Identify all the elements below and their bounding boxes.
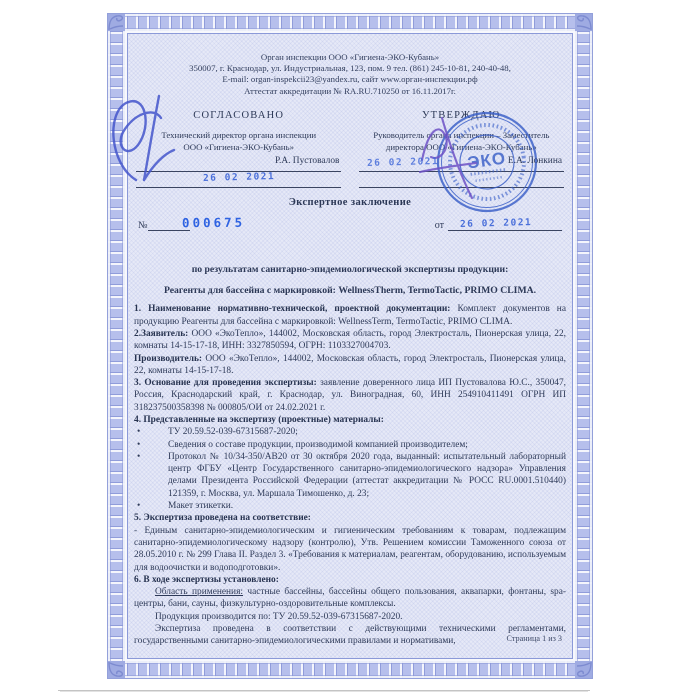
border-band-bottom <box>125 661 575 678</box>
document-paragraph: Производитель: ООО «ЭкоТепло», 144002, Московская область, город Электросталь, Пионерская улица, 22, комнаты 14-15-17-18. <box>134 353 566 376</box>
approved-empty-line <box>359 172 564 188</box>
org-header-line: Аттестат аккредитации № RA.RU.710250 от 16.11.2017г. <box>244 85 456 96</box>
certificate-page <box>108 14 592 678</box>
product-description-line: Реагенты для бассейна с маркировкой: WellnessTherm, TermoTactic, PRIMO CLIMA. <box>163 285 537 297</box>
paragraph-bold-lead: 4. Представленные на экспертизу (проектные) материалы: <box>134 414 384 425</box>
agreed-signature-line <box>136 156 341 172</box>
approved-signer-name: Е.А. Лонкина <box>507 156 562 167</box>
agreed-title: СОГЛАСОВАНО <box>193 109 285 121</box>
border-corner-ornament <box>575 14 592 31</box>
org-header-line: 350007, г. Краснодар, ул. Индустриальная, 123, пом. 9 тел. (861) 245-10-81, 240-40-48, <box>189 63 511 74</box>
document-paragraph: • Сведения о составе продукции, производимой компанией производителем; <box>137 439 468 450</box>
date-underline <box>448 218 544 231</box>
bullet-marker: • <box>137 501 141 512</box>
approver-role-line: ООО «Гигиена-ЭКО-Кубань» <box>183 141 295 152</box>
document-paragraph: • Протокол № 10/34-350/АВ20 от 30 октября 2020 года, выданный: испытательный лабораторный центр ФГБУ «Центр Государственного санитарно-эпидемиологического надзора» Управления делами Президента Российской Федерации (аттестат аккредитации № РОСС RU.0001.510440) 121359, г. Москва, ул. Маршала Тимошенко, д. 23; <box>137 451 566 499</box>
document-paragraph <box>134 512 566 524</box>
document-paragraph: - Единым санитарно-эпидемиологическим и гигиеническим требованиям к товарам, подлежащим санитарно-эпидемиологическому надзору (контролю), Утв. Решением комиссии Таможенного союза от 28.05.2010 г. № 299 Глава II. Раздел 3. «Требования к материалам, реагентам, оборудованию, используемым для водоочистки и водоподготовки». <box>134 525 566 573</box>
document-paragraph: • Макет этикетки. <box>137 501 234 512</box>
document-paragraph: Область применения: частные бассейны, бассейны общего пользования, аквапарки, фонтаны, spa-центры, бани, сауны, физкультурно-оздоровительные комплексы. <box>134 587 567 610</box>
number-label: № <box>138 220 148 232</box>
expertise-body-text <box>134 303 566 647</box>
border-band-right <box>575 31 592 661</box>
border-corner-ornament <box>108 14 125 31</box>
border-band-top <box>125 14 575 31</box>
underlined-term: Область применения: <box>155 587 243 598</box>
agreed-role <box>136 130 341 153</box>
paragraph-bold-lead: 1. Наименование нормативно-технической, проектной документации: <box>134 304 458 315</box>
document-paragraph: 3. Основание для проведения экспертизы: заявление доверенного лица ИП Пустовалова Ю.С., 350047, Россия, Краснодарский край, г. Краснодар, ул. Виноградная, 60, ИНН 254910411491 ОГРН ИП 318237500358398 № 000805/ОИ от 24.02.2021 г. <box>134 378 566 413</box>
paragraph-bold-lead: 5. Экспертиза проведена на соответствие: <box>134 513 311 524</box>
agreed-date-line <box>136 172 341 188</box>
approval-block-approved <box>359 110 564 189</box>
date-label: от <box>434 220 444 232</box>
approved-date-stamp: 26 02 2021 <box>366 156 439 170</box>
document-paragraph: 1. Наименование нормативно-технической, проектной документации: Комплект документов на продукцию Реагенты для бассейна с маркировкой: WellnessTerm, TermoTactic, PRIMO CLIMA. <box>134 304 566 327</box>
scan-shadow-line-light <box>60 691 588 692</box>
paragraph-bold-lead: 2.Заявитель: <box>134 328 192 339</box>
number-and-date-row <box>134 215 566 231</box>
document-date-stamp: 26 02 2021 <box>459 217 533 231</box>
document-number-group <box>138 215 245 231</box>
approver-role-line: Руководитель органа инспекции – Заместитель <box>373 130 550 141</box>
approver-role-line: Технический директор органа инспекции <box>161 130 317 141</box>
paragraph-bold-lead: Производитель: <box>134 353 206 364</box>
page-indicator: Страница 1 из 3 <box>506 634 562 643</box>
approved-role <box>359 130 564 153</box>
border-corner-ornament <box>575 661 592 678</box>
border-band-left <box>108 31 125 661</box>
document-paragraph: 2.Заявитель: ООО «ЭкоТепло», 144002, Московская область, город Электросталь, Пионерская улица, 22, комнаты 14-15-17-18, ИНН: 3327850594, ОГРН: 1103327004703. <box>134 328 566 352</box>
org-header-line: E-mail: organ-inspekcii23@yandex.ru, сайт www.орган-инспекции.рф <box>222 74 478 85</box>
document-date-group <box>435 218 562 231</box>
document-paragraph <box>134 414 566 426</box>
approver-role-line: директора ООО «Гигиена-ЭКО-Кубань» <box>385 141 537 152</box>
document-number-stamp: 000675 <box>181 215 245 231</box>
bullet-marker: • <box>137 439 141 450</box>
bullet-marker: • <box>137 427 141 438</box>
document-subtitle: по результатам санитарно-эпидемиологической экспертизы продукции: <box>191 264 509 276</box>
document-paragraph: Продукция производится по: ТУ 20.59.52-039-67315687-2020. <box>155 611 403 622</box>
date-underline-tail <box>544 218 562 231</box>
paragraph-bold-lead: 6. В ходе экспертизы установлено: <box>134 574 279 585</box>
document-paragraph <box>134 574 566 586</box>
document-body-area <box>127 33 573 659</box>
org-header-line: Орган инспекции ООО «Гигиена-ЭКО-Кубань» <box>260 52 440 62</box>
approved-signature-line <box>359 156 564 172</box>
agreed-date-stamp: 26 02 2021 <box>202 171 275 185</box>
agreed-signer-name: Р.А. Пустовалов <box>274 156 340 167</box>
seal-center-text: ЭКО <box>466 148 508 173</box>
paragraph-bold-lead: 3. Основание для проведения экспертизы: <box>134 378 321 389</box>
document-title: Экспертное заключение <box>288 197 412 209</box>
border-corner-ornament <box>108 661 125 678</box>
approval-block-agreed <box>136 110 341 189</box>
approved-title: УТВЕРЖДАЮ <box>422 109 501 121</box>
document-paragraph: Экспертиза проведена в соответствии с действующими техническими регламентами, государственными санитарно-эпидемиологическими правилами и нормативами, <box>134 624 566 647</box>
bullet-marker: • <box>137 451 141 462</box>
document-paragraph: • ТУ 20.59.52-039-67315687-2020; <box>137 427 298 438</box>
organization-header <box>134 52 566 97</box>
approval-signature-row <box>134 110 566 189</box>
